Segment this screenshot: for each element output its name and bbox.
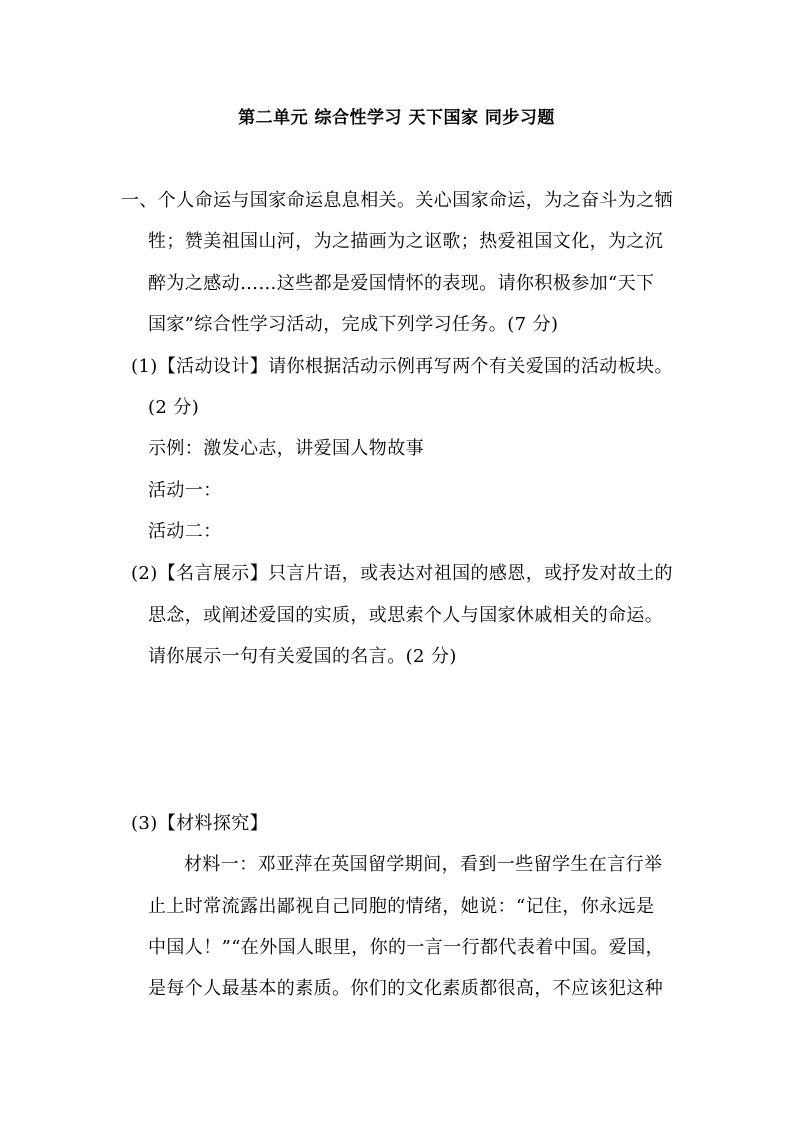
sub3-material-line-2: 止上时常流露出鄙视自己同胞的情绪，她说：“记住，你永远是 <box>148 896 655 917</box>
sub1-line-2: (2 分) <box>148 397 200 418</box>
sub2-line-2: 思念，或阐述爱国的实质，或思索个人与国家休戚相关的命运。 <box>148 605 664 626</box>
sub1-activity-1: 活动一： <box>148 480 222 501</box>
page-title: 第二单元 综合性学习 天下国家 同步习题 <box>238 108 555 128</box>
sub1-activity-2: 活动二： <box>148 521 222 542</box>
sub1-example: 示例：激发心志，讲爱国人物故事 <box>148 438 424 459</box>
q1-line-4: 国家”综合性学习活动，完成下列学习任务。(7 分) <box>148 314 559 335</box>
sub3-material-line-4: 是每个人最基本的素质。你们的文化素质都很高，不应该犯这种 <box>148 978 664 999</box>
q1-line-2: 牲；赞美祖国山河，为之描画为之讴歌；热爱祖国文化，为之沉 <box>148 231 664 252</box>
q1-line-3: 醉为之感动……这些都是爱国情怀的表现。请你积极参加“天下 <box>148 273 655 294</box>
sub3-material-line-3: 中国人！”“在外国人眼里，你的一言一行都代表着中国。爱国， <box>148 937 665 958</box>
sub3-material-line-1: 材料一：邓亚萍在英国留学期间，看到一些留学生在言行举 <box>184 854 663 875</box>
sub2-line-1: (2)【名言展示】只言片语，或表达对祖国的感恩，或抒发对故土的 <box>131 563 673 584</box>
q1-line-1: 一、个人命运与国家命运息息相关。关心国家命运，为之奋斗为之牺 <box>121 190 673 211</box>
sub1-line-1: (1)【活动设计】请你根据活动示例再写两个有关爱国的活动板块。 <box>131 356 673 377</box>
sub3-heading: (3)【材料探究】 <box>131 813 269 834</box>
sub2-line-3: 请你展示一句有关爱国的名言。(2 分) <box>148 646 457 667</box>
